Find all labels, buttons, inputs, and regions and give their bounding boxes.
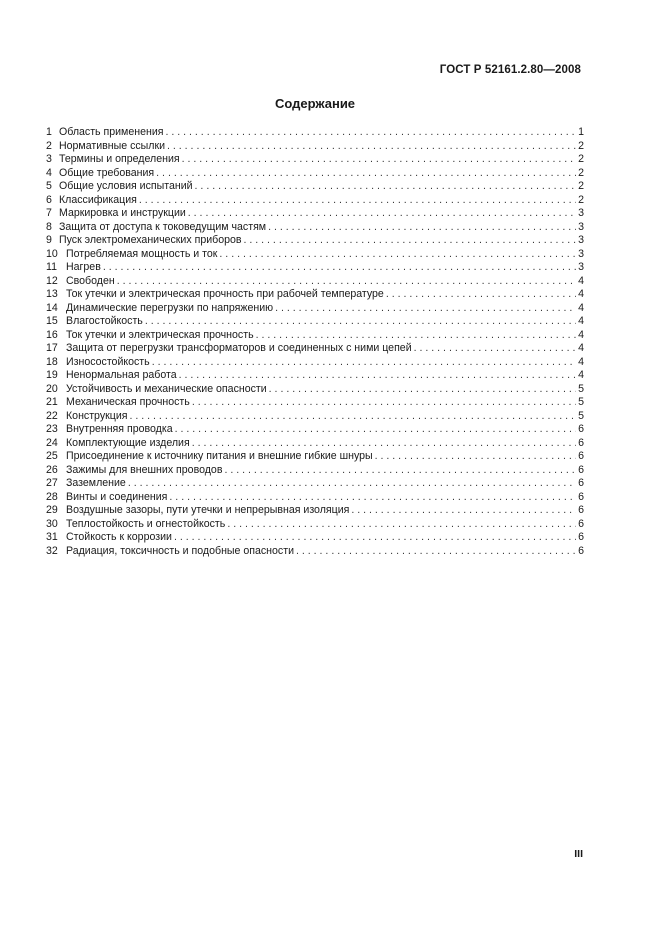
toc-entry[interactable]: [46, 369, 584, 383]
toc-entry-page: 4: [578, 328, 584, 341]
toc-entry-page: 3: [578, 207, 584, 219]
toc-entry-page: 4: [578, 288, 584, 300]
toc-entry-page: 3: [578, 261, 584, 273]
toc-entry-number: 23: [46, 423, 58, 435]
toc-entry[interactable]: [46, 126, 584, 140]
toc-entry-number: 3: [46, 153, 52, 165]
toc-entry-label: Потребляемая мощность и ток: [66, 247, 218, 260]
toc-entry-number: 1: [46, 126, 52, 138]
toc-entry[interactable]: [46, 153, 584, 167]
toc-entry-page: 5: [578, 409, 584, 422]
toc-entry-label: Влагостойкость: [66, 315, 143, 327]
toc-entry-page: 6: [578, 517, 584, 530]
toc-entry[interactable]: [46, 140, 584, 154]
toc-leader-dots: [167, 140, 576, 154]
toc-leader-dots: [296, 545, 576, 559]
toc-leader-dots: [351, 504, 576, 518]
toc-entry-number: 13: [46, 288, 58, 300]
toc-entry-number: 6: [46, 193, 52, 206]
toc-leader-dots: [192, 396, 576, 410]
toc-leader-dots: [169, 491, 576, 505]
toc-entry-page: 3: [578, 247, 584, 260]
toc-entry-page: 2: [578, 153, 584, 165]
toc-entry[interactable]: [46, 410, 584, 424]
toc-entry-number: 21: [46, 396, 58, 408]
page-number: III: [574, 848, 583, 860]
toc-entry-label: Устойчивость и механические опасности: [66, 382, 267, 395]
toc-title: Содержание: [274, 96, 356, 111]
toc-entry-page: 3: [578, 234, 584, 246]
toc-leader-dots: [175, 423, 576, 437]
toc-entry-number: 19: [46, 369, 58, 381]
toc-leader-dots: [414, 342, 576, 356]
toc-entry-label: Ненормальная работа: [66, 369, 177, 381]
toc-leader-dots: [165, 126, 576, 140]
toc-entry-number: 5: [46, 180, 52, 192]
toc-entry-label: Общие условия испытаний: [59, 180, 193, 192]
toc-entry-number: 28: [46, 490, 58, 503]
toc-entry-number: 15: [46, 315, 58, 327]
toc-entry-number: 9: [46, 234, 52, 246]
toc-entry-label: Конструкция: [66, 409, 128, 422]
toc-leader-dots: [103, 261, 576, 275]
toc-entry[interactable]: [46, 477, 584, 491]
toc-entry-number: 29: [46, 504, 58, 516]
toc-entry-page: 2: [578, 180, 584, 192]
toc-entry-label: Теплостойкость и огнестойкость: [66, 517, 226, 530]
toc-entry-number: 27: [46, 477, 58, 489]
toc-leader-dots: [128, 477, 576, 491]
toc-entry[interactable]: [46, 545, 584, 559]
toc-entry-label: Ток утечки и электрическая прочность при рабочей температуре: [66, 288, 384, 300]
toc-entry-number: 18: [46, 355, 58, 368]
toc-entry-number: 32: [46, 544, 58, 557]
toc-entry-number: 26: [46, 463, 58, 476]
toc-entry[interactable]: [46, 180, 584, 194]
toc-leader-dots: [188, 207, 576, 221]
toc-entry-page: 6: [578, 463, 584, 476]
toc-entry[interactable]: [46, 383, 584, 397]
toc-leader-dots: [117, 275, 576, 289]
toc-entry[interactable]: [46, 491, 584, 505]
toc-entry[interactable]: [46, 248, 584, 262]
toc-entry[interactable]: [46, 207, 584, 221]
toc-entry-page: 5: [578, 382, 584, 395]
toc-entry[interactable]: [46, 396, 584, 410]
toc-entry-page: 6: [578, 423, 584, 435]
toc-entry-page: 6: [578, 544, 584, 557]
toc-leader-dots: [268, 221, 576, 235]
toc-entry-label: Классификация: [59, 193, 137, 206]
toc-entry-label: Защита от перегрузки трансформаторов и соединенных с ними цепей: [66, 342, 412, 354]
toc-entry-label: Динамические перегрузки по напряжению: [66, 301, 274, 314]
toc-entry[interactable]: [46, 531, 584, 545]
toc-leader-dots: [375, 450, 576, 464]
toc-entry-label: Стойкость к коррозии: [66, 531, 172, 543]
toc-entry-label: Заземление: [66, 477, 126, 489]
toc-leader-dots: [224, 464, 576, 478]
toc-entry-label: Маркировка и инструкции: [59, 207, 186, 219]
toc-entry-page: 2: [578, 139, 584, 152]
toc-entry-number: 16: [46, 328, 58, 341]
toc-entry-page: 4: [578, 369, 584, 381]
toc-entry-page: 6: [578, 477, 584, 489]
toc-leader-dots: [386, 288, 576, 302]
toc-entry[interactable]: [46, 356, 584, 370]
toc-entry-label: Комплектующие изделия: [66, 436, 190, 449]
toc-entry[interactable]: [46, 329, 584, 343]
toc-entry-number: 31: [46, 531, 58, 543]
toc-entry[interactable]: [46, 423, 584, 437]
toc-leader-dots: [130, 410, 577, 424]
toc-entry-number: 10: [46, 247, 58, 260]
table-of-contents: [46, 126, 584, 558]
toc-leader-dots: [145, 315, 576, 329]
toc-entry-number: 12: [46, 274, 58, 287]
toc-entry[interactable]: [46, 518, 584, 532]
toc-entry-label: Термины и определения: [59, 153, 180, 165]
toc-entry-number: 7: [46, 207, 52, 219]
toc-entry-label: Свободен: [66, 274, 115, 287]
toc-entry-page: 4: [578, 355, 584, 368]
toc-leader-dots: [275, 302, 576, 316]
toc-entry-page: 5: [578, 396, 584, 408]
toc-entry-label: Общие требования: [59, 166, 155, 179]
toc-entry[interactable]: [46, 315, 584, 329]
toc-entry-label: Пуск электромеханических приборов: [59, 234, 242, 246]
toc-entry-page: 6: [578, 490, 584, 503]
toc-entry-page: 4: [578, 274, 584, 287]
toc-entry[interactable]: [46, 288, 584, 302]
toc-entry-page: 4: [578, 315, 584, 327]
toc-entry[interactable]: [46, 437, 584, 451]
toc-entry-page: 4: [578, 301, 584, 314]
toc-entry-number: 25: [46, 450, 58, 462]
toc-entry-page: 3: [578, 220, 584, 233]
toc-entry-label: Радиация, токсичность и подобные опасности: [66, 544, 294, 557]
toc-entry-number: 17: [46, 342, 58, 354]
toc-entry-label: Механическая прочность: [66, 396, 190, 408]
toc-entry-label: Защита от доступа к токоведущим частям: [59, 220, 267, 233]
toc-entry[interactable]: [46, 261, 584, 275]
toc-entry[interactable]: [46, 504, 584, 518]
toc-entry-page: 1: [578, 126, 584, 138]
toc-entry[interactable]: [46, 167, 584, 181]
toc-entry-label: Внутренняя проводка: [66, 423, 173, 435]
toc-entry-label: Нагрев: [66, 261, 101, 273]
toc-entry[interactable]: [46, 275, 584, 289]
toc-entry-number: 22: [46, 409, 58, 422]
toc-entry[interactable]: [46, 450, 584, 464]
toc-entry-page: 6: [578, 504, 584, 516]
toc-entry-label: Износостойкость: [66, 355, 150, 368]
toc-leader-dots: [179, 369, 576, 383]
toc-leader-dots: [227, 518, 576, 532]
toc-entry[interactable]: [46, 464, 584, 478]
toc-entry-page: 6: [578, 531, 584, 543]
toc-leader-dots: [156, 167, 576, 181]
toc-entry[interactable]: [46, 234, 584, 248]
toc-leader-dots: [192, 437, 576, 451]
toc-entry-label: Нормативные ссылки: [59, 139, 166, 152]
toc-leader-dots: [256, 329, 577, 343]
toc-entry[interactable]: [46, 302, 584, 316]
toc-leader-dots: [152, 356, 576, 370]
toc-entry-page: 2: [578, 166, 584, 179]
toc-entry-number: 11: [46, 261, 57, 273]
toc-entry-label: Присоединение к источнику питания и внешние гибкие шнуры: [66, 450, 373, 462]
toc-entry-number: 8: [46, 220, 52, 233]
toc-leader-dots: [244, 234, 577, 248]
toc-leader-dots: [174, 531, 576, 545]
toc-leader-dots: [139, 194, 576, 208]
toc-leader-dots: [219, 248, 576, 262]
toc-entry-number: 4: [46, 166, 52, 179]
toc-leader-dots: [195, 180, 577, 194]
toc-entry-page: 2: [578, 193, 584, 206]
toc-entry-label: Зажимы для внешних проводов: [66, 463, 223, 476]
toc-entry-number: 24: [46, 436, 58, 449]
toc-entry[interactable]: [46, 221, 584, 235]
toc-entry-number: 14: [46, 301, 58, 314]
toc-entry-label: Область применения: [59, 126, 164, 138]
toc-entry-page: 6: [578, 436, 584, 449]
toc-entry-label: Ток утечки и электрическая прочность: [66, 328, 254, 341]
toc-entry-page: 4: [578, 342, 584, 354]
toc-entry-label: Воздушные зазоры, пути утечки и непрерывная изоляция: [66, 504, 350, 516]
toc-entry-number: 30: [46, 517, 58, 530]
toc-entry-label: Винты и соединения: [66, 490, 168, 503]
document-code: ГОСТ Р 52161.2.80—2008: [439, 64, 581, 76]
toc-leader-dots: [269, 383, 576, 397]
toc-entry[interactable]: [46, 342, 584, 356]
toc-leader-dots: [182, 153, 576, 167]
toc-entry[interactable]: [46, 194, 584, 208]
toc-entry-number: 20: [46, 382, 58, 395]
toc-entry-page: 6: [578, 450, 584, 462]
toc-entry-number: 2: [46, 139, 52, 152]
